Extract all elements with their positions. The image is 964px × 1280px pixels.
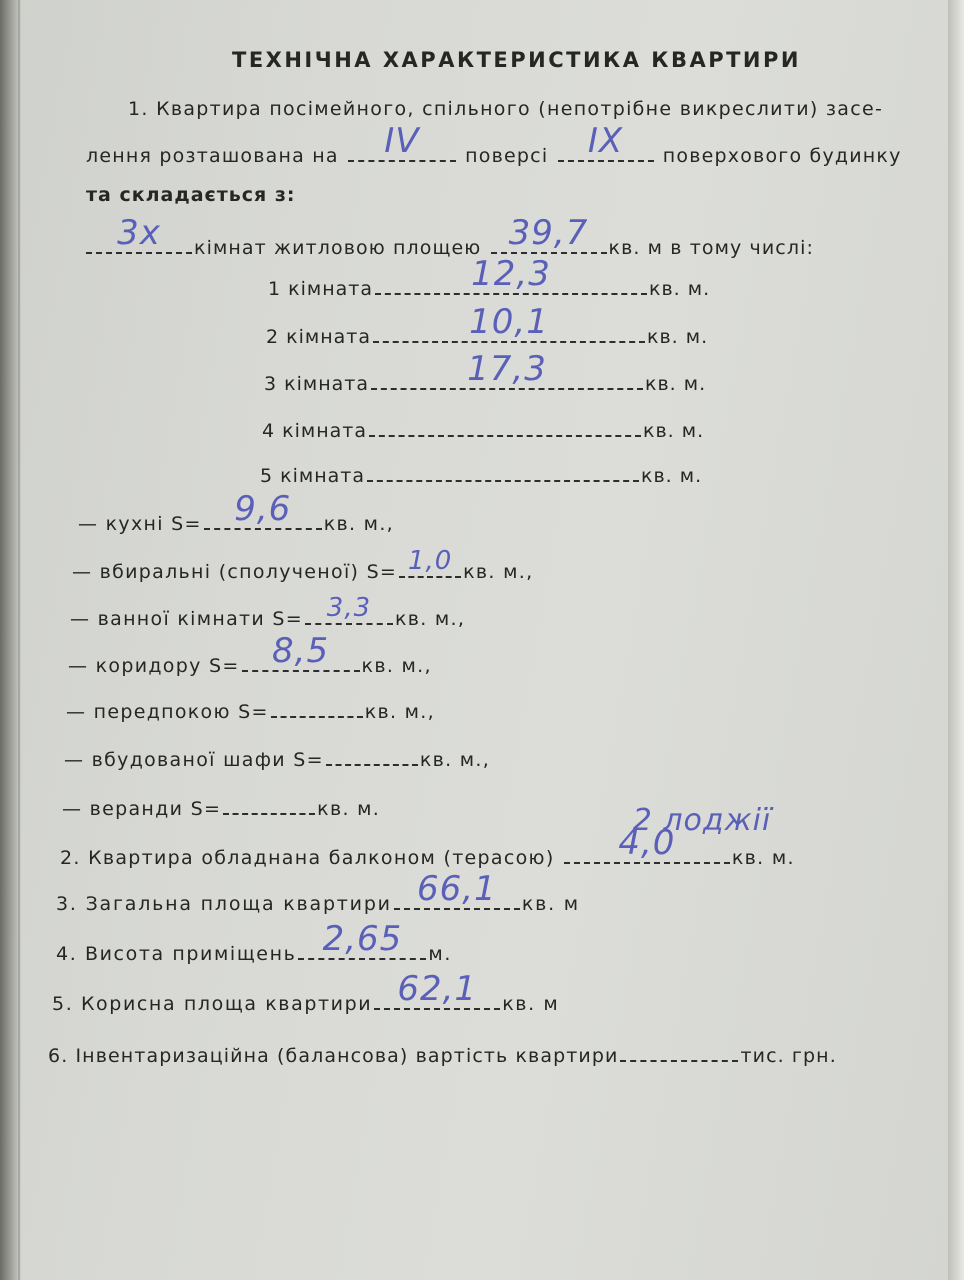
room-label: 4 кімната (262, 419, 367, 442)
area-unit: кв. м., (323, 512, 394, 535)
floors-total-field (558, 120, 654, 162)
area-row-toilet (72, 545, 534, 583)
rooms-count-field (86, 212, 192, 254)
room-label: 2 кімната (266, 325, 371, 348)
building-label: поверхового будинку (662, 144, 902, 167)
room-row (268, 253, 711, 300)
rooms-count-value: 3х (117, 212, 161, 253)
room-label: 5 кімната (260, 464, 365, 487)
document-title (232, 48, 801, 72)
balcony-unit: кв. м. (731, 846, 795, 869)
room-field (373, 301, 645, 343)
item1-line2 (86, 120, 902, 167)
area-unit: кв. м., (463, 560, 534, 583)
balcony-note: 2 лоджії (632, 803, 772, 838)
room-row (264, 348, 707, 395)
item3-row (56, 868, 580, 915)
area-row-bathroom (70, 592, 466, 630)
value-unit: тис. грн. (740, 1044, 837, 1067)
value-label: 6. Інвентаризаційна (балансова) вартість квартири (48, 1044, 619, 1067)
room-unit: кв. м. (645, 372, 707, 395)
floor-label: лення розташована на (86, 144, 339, 167)
area-field (242, 630, 360, 672)
balcony-value: 4,0 (618, 822, 676, 863)
room-unit: кв. м. (649, 277, 711, 300)
room-unit: кв. м. (647, 325, 709, 348)
room-label: 1 кімната (268, 277, 373, 300)
balcony-field (564, 822, 730, 864)
item1-line1-text: 1. Квартира посімейного, спільного (непотрібне викреслити) засе- (128, 98, 884, 120)
area-field (305, 592, 393, 625)
room-label: 3 кімната (264, 372, 369, 395)
room-field (367, 460, 639, 482)
room-field (375, 253, 647, 295)
area-value: 8,5 (272, 630, 330, 671)
item4-row (56, 918, 452, 965)
area-field (399, 545, 461, 578)
title-text: ТЕХНІЧНА ХАРАКТЕРИСТИКА КВАРТИРИ (232, 48, 801, 72)
room-field (369, 415, 641, 437)
useful-area-value: 62,1 (397, 968, 478, 1009)
item2-row (60, 822, 795, 869)
area-unit: кв. м., (361, 654, 432, 677)
height-unit: м. (428, 942, 452, 965)
room-unit: кв. м. (643, 419, 705, 442)
area-field (204, 488, 322, 530)
living-area-field (491, 212, 607, 254)
room-row (266, 301, 709, 348)
area-row-veranda (62, 793, 380, 820)
area-label: — вбиральні (сполученої) S= (72, 560, 398, 583)
room-row (260, 460, 702, 487)
total-area-value: 66,1 (416, 868, 497, 909)
height-field (298, 918, 426, 960)
area-label: — кухні S= (78, 512, 202, 535)
item1-line1 (128, 98, 883, 120)
area-field (326, 744, 418, 766)
useful-area-field (374, 968, 500, 1010)
living-area-unit: кв. м в тому числі: (608, 236, 814, 259)
area-label: — передпокою S= (66, 700, 269, 723)
item1-line4 (84, 212, 814, 259)
area-label: — веранди S= (62, 797, 222, 820)
room-value: 10,1 (469, 301, 549, 342)
floor-word: поверсі (465, 144, 549, 167)
area-unit: кв. м. (317, 797, 381, 820)
useful-area-unit: кв. м (502, 992, 560, 1015)
item5-row (52, 968, 560, 1015)
height-label: 4. Висота приміщень (56, 942, 297, 965)
area-row-wardrobe (64, 744, 490, 771)
balcony-label: 2. Квартира обладнана балконом (терасою) (60, 846, 555, 869)
room-unit: кв. м. (641, 464, 703, 487)
area-row-hall (66, 696, 435, 723)
value-field (620, 1040, 738, 1062)
area-label: — вбудованої шафи S= (64, 748, 324, 771)
area-field (271, 696, 363, 718)
binding-crease (18, 0, 20, 1280)
area-unit: кв. м., (364, 700, 435, 723)
floor-field (348, 120, 456, 162)
living-area-value: 39,7 (508, 212, 589, 253)
area-unit: кв. м., (394, 607, 466, 630)
total-area-label: 3. Загальна площа квартири (56, 892, 392, 915)
room-field (371, 348, 643, 390)
area-label: — ванної кімнати S= (70, 607, 303, 630)
area-value: 3,3 (326, 592, 372, 623)
living-area-label: кімнат житловою площею (194, 236, 482, 259)
area-field (223, 793, 315, 815)
floors-total-value: IX (587, 120, 624, 161)
total-area-unit: кв. м (521, 892, 580, 915)
room-value: 12,3 (471, 253, 551, 294)
item1-line3 (86, 184, 296, 206)
area-value: 1,0 (407, 545, 453, 576)
area-row-corridor (68, 630, 432, 677)
useful-area-label: 5. Корисна площа квартири (52, 992, 373, 1015)
area-label: — коридору S= (68, 654, 240, 677)
height-value: 2,65 (322, 918, 403, 959)
area-unit: кв. м., (419, 748, 491, 771)
total-area-field (394, 868, 520, 910)
item6-row (48, 1040, 837, 1067)
consists-of-text: та складається з: (86, 184, 296, 206)
floor-value: IV (384, 120, 420, 161)
area-row-kitchen (78, 488, 394, 535)
area-value: 9,6 (234, 488, 292, 529)
room-value: 17,3 (467, 348, 547, 389)
room-row (262, 415, 704, 442)
